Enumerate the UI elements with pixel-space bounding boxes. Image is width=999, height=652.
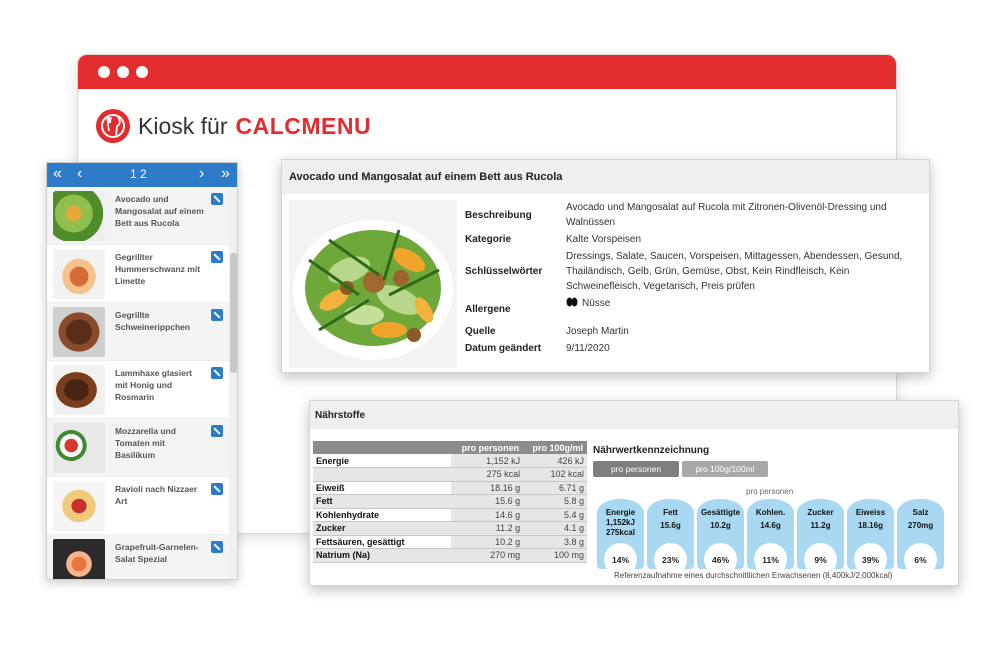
badge-name: Salz (912, 508, 929, 517)
nut-icon (566, 296, 578, 307)
edit-icon[interactable] (211, 541, 223, 553)
window-dot-icon[interactable] (136, 66, 148, 78)
list-item[interactable] (47, 419, 237, 477)
nutrient-per-100g: 3.8 g (523, 535, 587, 549)
tab-per-person[interactable]: pro personen (593, 461, 679, 477)
nutrient-name: Eiweiß (313, 481, 451, 495)
nutrient-name: Fett (313, 495, 451, 509)
nutrient-per-person: 10.2 g (451, 535, 523, 549)
scrollbar[interactable] (229, 187, 238, 580)
table-row (313, 495, 587, 509)
fork-knife-logo-icon (96, 109, 130, 143)
brand-prefix: Kiosk für (138, 112, 228, 139)
prop-value: Dressings, Salate, Saucen, Vorspeisen, Mittagessen, Abendessen, Gesund, Thailändisch, Gelb, Grün, Gemüse, Obst, Kein Rindfleisch, Kein Schweinefleisch, Vegetarisch, Preis prüfen (566, 251, 903, 292)
recipe-thumbnail (53, 539, 105, 580)
list-item-label: Gegrillter Hummerschwanz mit Limette (115, 252, 201, 286)
badge-name: Fett (663, 508, 678, 517)
last-page-icon[interactable]: » (221, 165, 230, 182)
prop-key: Kategorie (465, 234, 512, 245)
next-page-icon[interactable]: › (199, 165, 205, 182)
first-page-icon[interactable]: « (53, 165, 62, 182)
nutrient-per-person: 275 kcal (451, 468, 523, 482)
window-dot-icon[interactable] (117, 66, 129, 78)
browser-titlebar (78, 55, 896, 89)
table-row (313, 535, 587, 549)
list-item-label: Grapefruit-Garnelen-Salat Spezial (115, 542, 199, 564)
prop-key: Quelle (465, 326, 496, 337)
pager (47, 163, 237, 187)
badge-name: Zucker (807, 508, 834, 517)
prop-category (465, 232, 915, 247)
edit-icon[interactable] (211, 367, 223, 379)
list-item[interactable] (47, 535, 237, 580)
badge-value: 15.6g (660, 521, 681, 530)
badge-fat (647, 499, 694, 569)
table-row (313, 522, 587, 536)
recipe-title: Avocado und Mangosalat auf einem Bett aus Rucola (282, 160, 929, 194)
prev-page-icon[interactable]: ‹ (77, 165, 83, 182)
nutrient-per-person: 1,152 kJ (451, 454, 523, 468)
recipe-thumbnail (53, 365, 105, 415)
badge-value-2: 275kcal (606, 528, 635, 537)
badge-value: 10.2g (710, 521, 731, 530)
brand-name: CALCMENU (235, 112, 372, 139)
prop-value-wrap (566, 296, 915, 322)
badge-saturates (697, 499, 744, 569)
nutrition-badges (597, 499, 944, 569)
prop-date (465, 341, 915, 356)
badge-carbs (747, 499, 794, 569)
nutrient-per-person: 14.6 g (451, 508, 523, 522)
badge-value: 11.2g (810, 521, 831, 530)
nutrients-card (309, 400, 959, 586)
badge-value: 270mg (907, 521, 934, 530)
list-item[interactable] (47, 477, 237, 535)
tab-per-100g[interactable]: pro 100g/100ml (682, 461, 768, 477)
list-item-label: Avocado und Mangosalat auf einem Bett aus Rucola (115, 194, 204, 228)
recipe-properties (465, 200, 915, 356)
list-item-label: Ravioli nach Nizzaer Art (115, 484, 198, 506)
nutrient-name (313, 468, 451, 482)
prop-value: Joseph Martin (566, 326, 629, 337)
nutrient-per-person: 270 mg (451, 549, 523, 563)
per-person-caption: pro personen (746, 487, 794, 496)
badge-sugar (797, 499, 844, 569)
nutrient-per-person: 11.2 g (451, 522, 523, 536)
prop-allergens (465, 296, 915, 322)
badge-percent: 39% (861, 555, 879, 565)
brand-header (96, 109, 371, 143)
recipe-thumbnail (53, 191, 105, 241)
table-header: pro 100g/ml (523, 441, 587, 454)
nutrient-per-100g: 100 mg (523, 549, 587, 563)
badge-name: Kohlen. (755, 508, 786, 517)
recipe-list (47, 187, 237, 580)
list-item[interactable] (47, 245, 237, 303)
nutrient-per-100g: 5.4 g (523, 508, 587, 522)
table-row (313, 454, 587, 468)
nutrient-name: Kohlenhydrate (313, 508, 451, 522)
recipe-detail-card (281, 159, 930, 373)
nutrient-name: Zucker (313, 522, 451, 536)
nutrient-per-100g: 102 kcal (523, 468, 587, 482)
recipe-thumbnail (53, 307, 105, 357)
recipe-photo (289, 200, 457, 368)
scrollbar-thumb[interactable] (230, 253, 237, 373)
reference-note: Referenzaufnahme eines durchschnittlichen Erwachsenen (8,400kJ/2,000kcal) (614, 571, 893, 580)
list-item[interactable] (47, 361, 237, 419)
edit-icon[interactable] (211, 251, 223, 263)
badge-value: 14.6g (760, 521, 781, 530)
nutrient-per-100g: 5.8 g (523, 495, 587, 509)
page-numbers[interactable]: 1 2 (130, 167, 147, 181)
table-header: pro personen (451, 441, 523, 454)
prop-value: Nüsse (582, 298, 611, 309)
prop-key: Datum geändert (465, 343, 542, 354)
badge-name: Eiweiss (855, 508, 886, 517)
prop-key: Schlüsselwörter (465, 266, 543, 277)
badge-value: 18.16g (858, 521, 883, 530)
table-row (313, 468, 587, 482)
nutrient-name: Energie (313, 454, 451, 468)
edit-icon[interactable] (211, 425, 223, 437)
prop-keywords (465, 249, 915, 294)
badge-name: Gesättigte (700, 508, 741, 517)
prop-source (465, 324, 915, 339)
badge-percent: 9% (814, 555, 827, 565)
prop-value: 9/11/2020 (566, 343, 610, 354)
badge-value: 1,152kJ (606, 518, 635, 527)
nutrient-name: Fettsäuren, gesättigt (313, 535, 451, 549)
table-row (313, 508, 587, 522)
edit-icon[interactable] (211, 309, 223, 321)
table-row (313, 481, 587, 495)
badge-percent: 46% (711, 555, 729, 565)
badge-protein (847, 499, 894, 569)
prop-value: Kalte Vorspeisen (566, 234, 642, 245)
nutrition-label-title: Nährwertkennzeichnung (593, 445, 710, 456)
badge-name: Energie (605, 508, 636, 517)
list-item[interactable] (47, 303, 237, 361)
window-dot-icon[interactable] (98, 66, 110, 78)
nutrients-title: Nährstoffe (310, 401, 958, 429)
recipe-thumbnail (53, 423, 105, 473)
nutrient-per-100g: 4.1 g (523, 522, 587, 536)
prop-description (465, 200, 915, 230)
badge-energy (597, 499, 644, 569)
badge-salt (897, 499, 944, 569)
nutrient-per-person: 15.6 g (451, 495, 523, 509)
list-item-label: Lammhaxe glasiert mit Honig und Rosmarin (115, 368, 193, 402)
table-row (313, 549, 587, 563)
nutrient-per-100g: 6.71 g (523, 481, 587, 495)
prop-value: Avocado und Mangosalat auf Rucola mit Zitronen-Olivenöl-Dressing und Walnüssen (566, 202, 887, 228)
nutrient-name: Natrium (Na) (313, 549, 451, 563)
badge-percent: 23% (661, 555, 679, 565)
recipe-thumbnail (53, 481, 105, 531)
badge-percent: 6% (914, 555, 927, 565)
badge-percent: 14% (611, 555, 629, 565)
badge-percent: 11% (762, 555, 779, 565)
nutrient-per-100g: 426 kJ (523, 454, 587, 468)
nutrients-table (313, 441, 587, 563)
prop-key: Beschreibung (465, 209, 532, 221)
recipe-list-panel (46, 162, 238, 580)
list-item[interactable] (47, 187, 237, 245)
list-item-label: Gegrillte Schweinerippchen (115, 310, 191, 332)
list-item-label: Mozzarella und Tomaten mit Basilikum (115, 426, 176, 460)
table-header-row (313, 441, 587, 454)
recipe-thumbnail (53, 249, 105, 299)
table-header (313, 441, 451, 454)
edit-icon[interactable] (211, 193, 223, 205)
nutrient-per-person: 18.16 g (451, 481, 523, 495)
prop-key: Allergene (465, 303, 511, 315)
edit-icon[interactable] (211, 483, 223, 495)
